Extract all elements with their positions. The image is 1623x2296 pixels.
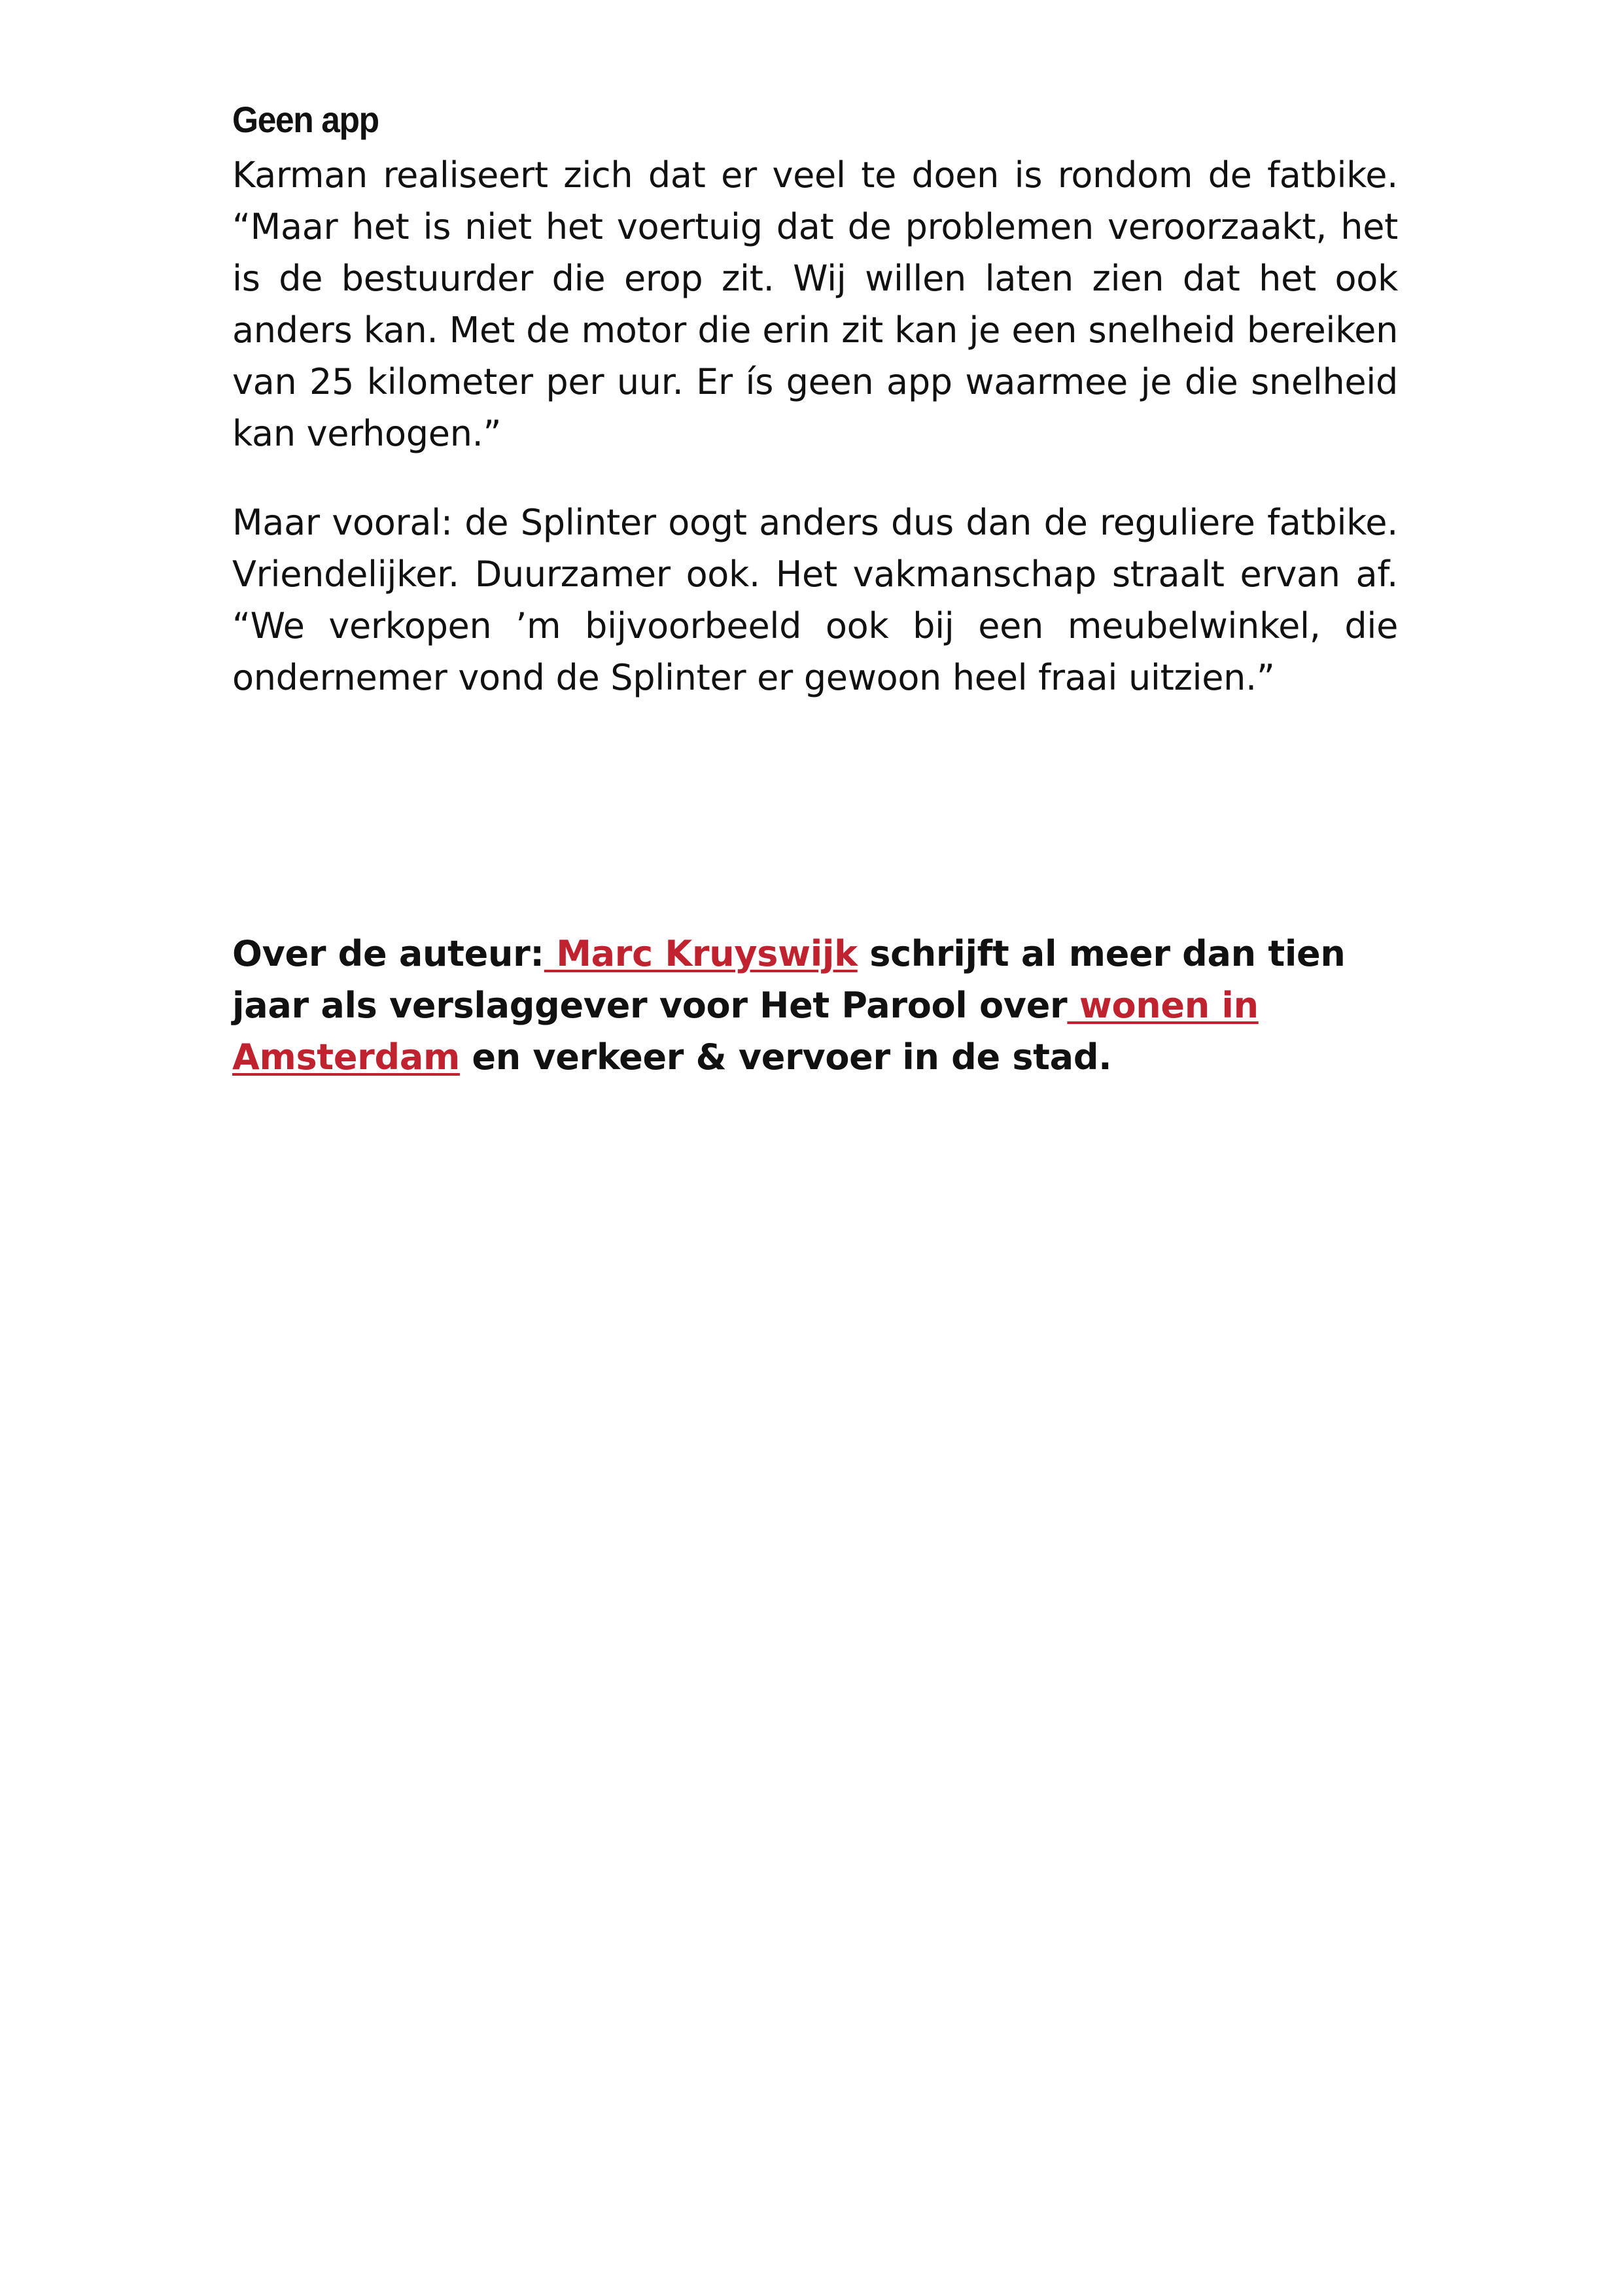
author-note-middle: schrijft al meer dan tien jaar als verslaggever voor Het Parool over	[232, 933, 1346, 1026]
author-note-prefix: Over de auteur:	[232, 933, 544, 974]
topic-link[interactable]: wonen in Amsterdam	[232, 985, 1259, 1078]
section-heading: Geen app	[232, 99, 379, 140]
paragraph-2: Maar vooral: de Splinter oogt anders dus dan de reguliere fatbike. Vriendelijker. Duurzamer ook. Het vakmanschap straalt ervan af. “We verkopen ’m bijvoorbeeld ook bij een meubelwinkel, die ondernemer vond de Splinter er gewoon heel fraai uitzien.”	[232, 502, 1398, 698]
article-section	[232, 90, 1398, 703]
author-link[interactable]: Marc Kruyswijk	[544, 933, 858, 974]
author-note-suffix: en verkeer & vervoer in de stad.	[459, 1036, 1112, 1078]
paragraph-1: Karman realiseert zich dat er veel te doen is rondom de fatbike. “Maar het is niet het voertuig dat de problemen veroorzaakt, het is de bestuurder die erop zit. Wij willen laten zien dat het ook anders kan. Met de motor die erin zit kan je een snelheid bereiken van 25 kilometer per uur. Er ís geen app waarmee je die snelheid kan verhogen.”	[232, 154, 1398, 454]
author-note	[232, 928, 1398, 1083]
